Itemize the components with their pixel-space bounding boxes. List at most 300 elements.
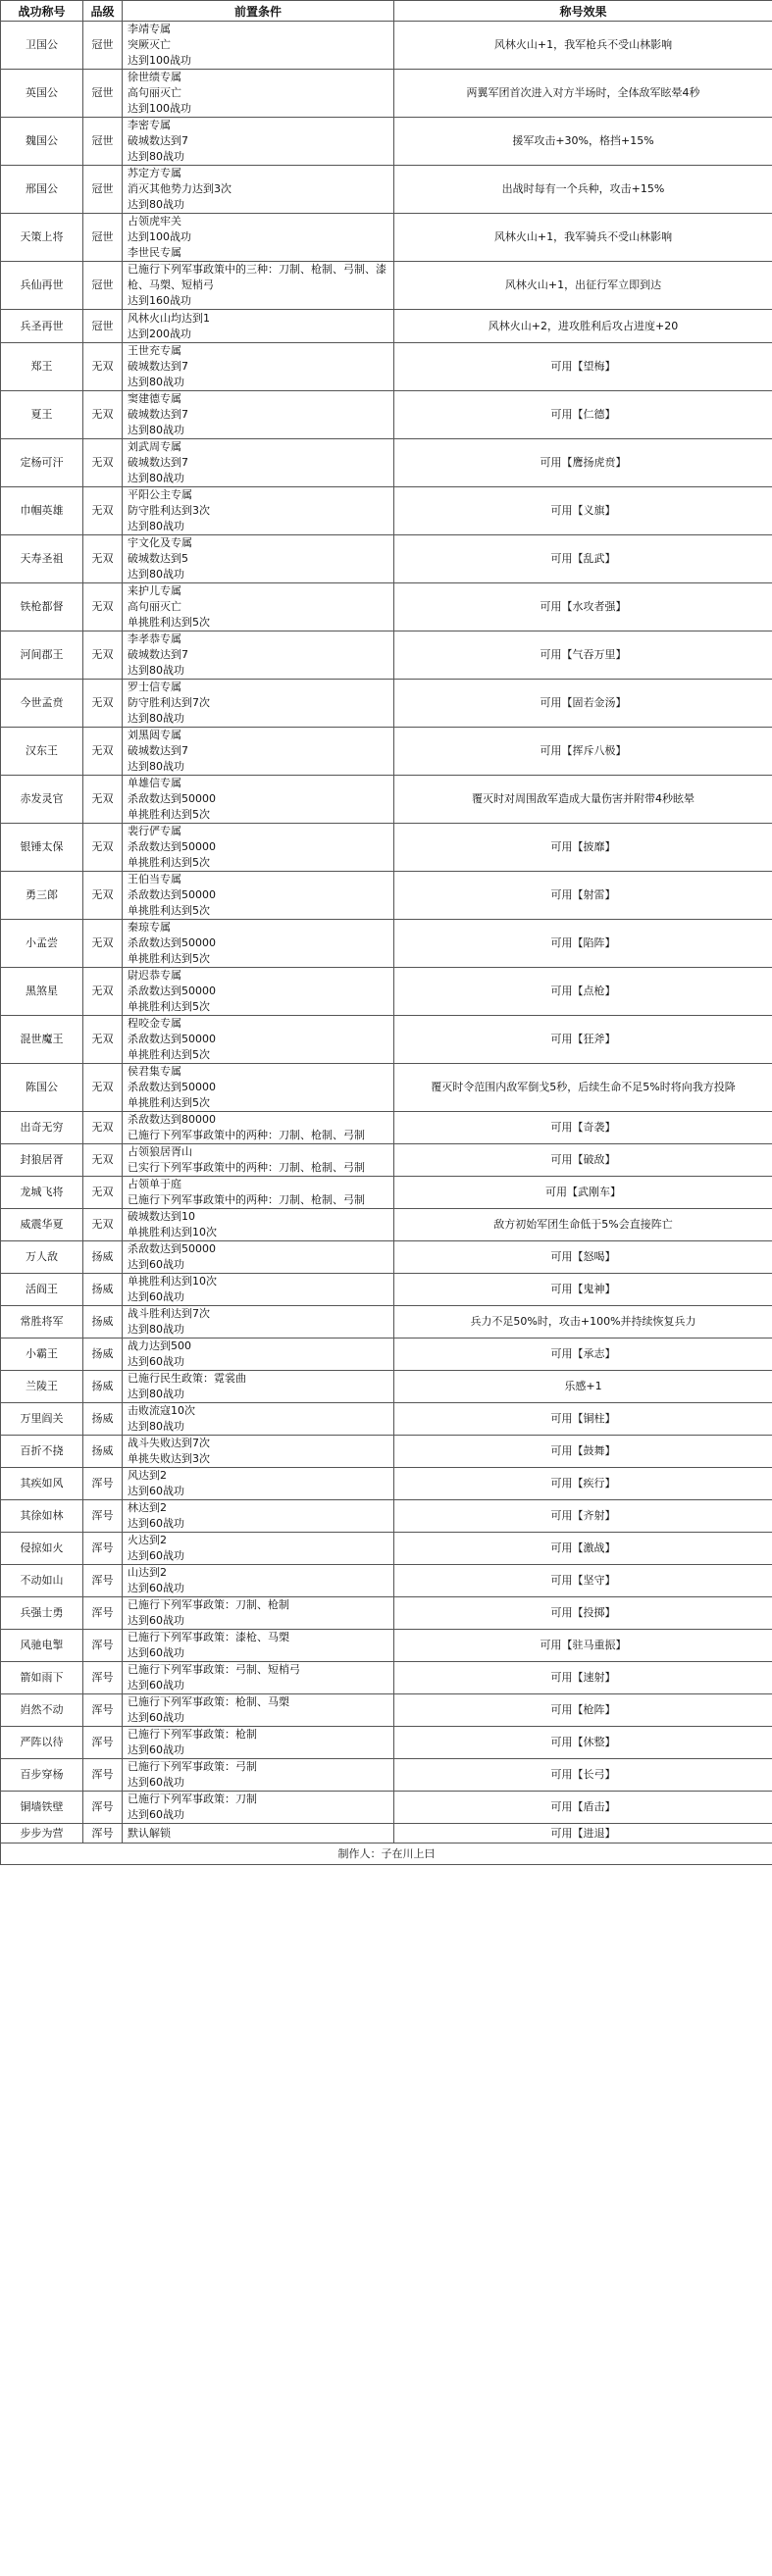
table-row	[1, 583, 772, 631]
table-row	[1, 1597, 772, 1630]
effect-cell: 兵力不足50%时，攻击+100%并持续恢复兵力	[394, 1306, 772, 1339]
title-cell: 其徐如林	[1, 1500, 83, 1533]
table-row	[1, 343, 772, 391]
condition-line: 达到60战功	[128, 1614, 184, 1627]
effect-cell: 可用【披靡】	[394, 824, 772, 872]
title-cell: 魏国公	[1, 118, 83, 166]
effect-cell: 风林火山+1，我军枪兵不受山林影响	[394, 22, 772, 70]
effect-cell: 风林火山+2，进攻胜利后攻占进度+20	[394, 310, 772, 343]
condition-cell	[123, 1112, 394, 1144]
table-row	[1, 1759, 772, 1792]
condition-cell	[123, 310, 394, 343]
grade-cell: 扬威	[83, 1436, 123, 1468]
condition-line: 杀敌数达到50000	[128, 985, 216, 997]
title-cell: 岿然不动	[1, 1694, 83, 1727]
condition-cell	[123, 535, 394, 583]
condition-cell	[123, 1759, 394, 1792]
condition-line: 已施行下列军事政策：漆枪、马槊	[128, 1631, 289, 1643]
condition-cell	[123, 1792, 394, 1824]
table-row	[1, 631, 772, 680]
condition-line: 已施行下列军事政策：枪制	[128, 1728, 257, 1741]
condition-line: 达到100战功	[128, 54, 191, 67]
effect-cell: 可用【投掷】	[394, 1597, 772, 1630]
condition-line: 已施行下列军事政策：刀制、枪制	[128, 1598, 289, 1611]
condition-line: 已施行下列军事政策中的两种：刀制、枪制、弓制	[128, 1193, 365, 1206]
title-cell: 英国公	[1, 70, 83, 118]
condition-cell	[123, 1824, 394, 1844]
grade-cell: 冠世	[83, 310, 123, 343]
grade-cell: 无双	[83, 872, 123, 920]
title-cell: 百折不挠	[1, 1436, 83, 1468]
condition-line: 破城数达到7	[128, 456, 188, 469]
grade-cell: 浑号	[83, 1759, 123, 1792]
condition-cell	[123, 1565, 394, 1597]
table-row	[1, 1209, 772, 1241]
condition-cell	[123, 1500, 394, 1533]
condition-cell	[123, 728, 394, 776]
condition-cell	[123, 583, 394, 631]
condition-cell	[123, 391, 394, 439]
condition-line: 默认解锁	[128, 1826, 171, 1840]
condition-line: 程咬金专属	[128, 1017, 181, 1030]
title-cell: 其疾如风	[1, 1468, 83, 1500]
effect-cell: 可用【奇袭】	[394, 1112, 772, 1144]
condition-cell	[123, 343, 394, 391]
condition-line: 高句丽灭亡	[128, 600, 181, 613]
condition-line: 达到60战功	[128, 1646, 184, 1659]
condition-cell	[123, 214, 394, 262]
effect-cell: 可用【盾击】	[394, 1792, 772, 1824]
grade-cell: 冠世	[83, 118, 123, 166]
condition-line: 达到80战功	[128, 198, 184, 211]
title-cell: 巾帼英雄	[1, 487, 83, 535]
condition-cell	[123, 776, 394, 824]
effect-cell: 可用【射雷】	[394, 872, 772, 920]
grade-cell: 无双	[83, 391, 123, 439]
condition-line: 达到60战功	[128, 1290, 184, 1303]
grade-cell: 无双	[83, 535, 123, 583]
table-row	[1, 1500, 772, 1533]
effect-cell: 可用【铜柱】	[394, 1403, 772, 1436]
grade-cell: 扬威	[83, 1241, 123, 1274]
grade-cell: 扬威	[83, 1403, 123, 1436]
title-cell: 天策上将	[1, 214, 83, 262]
table-row	[1, 1792, 772, 1824]
grade-cell: 无双	[83, 1144, 123, 1177]
effect-cell: 可用【破敌】	[394, 1144, 772, 1177]
table-row	[1, 1694, 772, 1727]
condition-line: 达到60战功	[128, 1711, 184, 1724]
condition-cell	[123, 968, 394, 1016]
condition-line: 刘黑闼专属	[128, 729, 181, 741]
table-body	[1, 22, 772, 1844]
grade-cell: 无双	[83, 1209, 123, 1241]
title-cell: 邢国公	[1, 166, 83, 214]
condition-line: 杀敌数达到50000	[128, 1033, 216, 1045]
effect-cell: 出战时每有一个兵种，攻击+15%	[394, 166, 772, 214]
condition-line: 杀敌数达到50000	[128, 792, 216, 805]
grade-cell: 扬威	[83, 1306, 123, 1339]
condition-line: 徐世绩专属	[128, 71, 181, 83]
condition-line: 达到60战功	[128, 1549, 184, 1562]
condition-cell	[123, 1533, 394, 1565]
condition-line: 破城数达到7	[128, 744, 188, 757]
condition-cell	[123, 1727, 394, 1759]
condition-cell	[123, 1403, 394, 1436]
grade-cell: 冠世	[83, 166, 123, 214]
grade-cell: 浑号	[83, 1727, 123, 1759]
effect-cell: 可用【承志】	[394, 1339, 772, 1371]
title-cell: 箭如雨下	[1, 1662, 83, 1694]
effect-cell: 可用【挥斥八极】	[394, 728, 772, 776]
title-cell: 铁枪都督	[1, 583, 83, 631]
table-row	[1, 1306, 772, 1339]
title-cell: 河间郡王	[1, 631, 83, 680]
condition-line: 占领狼居胥山	[128, 1145, 192, 1158]
condition-line: 消灭其他势力达到3次	[128, 182, 232, 195]
grade-cell: 无双	[83, 1064, 123, 1112]
table-row	[1, 439, 772, 487]
condition-cell	[123, 1468, 394, 1500]
effect-cell: 风林火山+1，我军骑兵不受山林影响	[394, 214, 772, 262]
condition-line: 达到80战功	[128, 472, 184, 484]
title-cell: 百步穿杨	[1, 1759, 83, 1792]
condition-line: 达到80战功	[128, 712, 184, 725]
condition-cell	[123, 1241, 394, 1274]
condition-line: 达到200战功	[128, 327, 191, 340]
table-row	[1, 1533, 772, 1565]
grade-cell: 冠世	[83, 22, 123, 70]
table-row	[1, 1727, 772, 1759]
effect-cell: 可用【水攻者强】	[394, 583, 772, 631]
effect-cell: 可用【仁德】	[394, 391, 772, 439]
grade-cell: 无双	[83, 776, 123, 824]
condition-line: 破城数达到7	[128, 408, 188, 421]
condition-cell	[123, 1597, 394, 1630]
table-row	[1, 214, 772, 262]
condition-line: 达到60战功	[128, 1808, 184, 1821]
effect-cell: 覆灭时对周围敌军造成大量伤害并附带4秒眩晕	[394, 776, 772, 824]
condition-line: 林达到2	[128, 1501, 167, 1514]
effect-cell: 可用【义旗】	[394, 487, 772, 535]
condition-line: 战斗胜利达到7次	[128, 1307, 210, 1320]
condition-line: 达到80战功	[128, 1388, 184, 1400]
condition-line: 王伯当专属	[128, 873, 181, 885]
table-row	[1, 1274, 772, 1306]
condition-line: 单挑胜利达到5次	[128, 1048, 210, 1061]
title-cell: 陈国公	[1, 1064, 83, 1112]
table-row	[1, 1824, 772, 1844]
condition-cell	[123, 631, 394, 680]
condition-line: 破城数达到5	[128, 552, 188, 565]
grade-cell: 无双	[83, 680, 123, 728]
condition-cell	[123, 262, 394, 310]
title-cell: 兰陵王	[1, 1371, 83, 1403]
condition-cell	[123, 22, 394, 70]
condition-line: 单挑胜利达到5次	[128, 616, 210, 629]
table-row	[1, 872, 772, 920]
table-row	[1, 166, 772, 214]
condition-line: 火达到2	[128, 1534, 167, 1546]
title-cell: 小霸王	[1, 1339, 83, 1371]
condition-line: 已施行民生政策：霓裳曲	[128, 1372, 246, 1385]
table-row	[1, 1468, 772, 1500]
title-cell: 勇三郎	[1, 872, 83, 920]
condition-cell	[123, 487, 394, 535]
title-cell: 兵仙再世	[1, 262, 83, 310]
title-cell: 风驰电掣	[1, 1630, 83, 1662]
effect-cell: 可用【激战】	[394, 1533, 772, 1565]
condition-cell	[123, 1662, 394, 1694]
table-row	[1, 920, 772, 968]
grade-cell: 无双	[83, 1112, 123, 1144]
condition-line: 已施行下列军事政策：枪制、马槊	[128, 1695, 289, 1708]
condition-line: 达到60战功	[128, 1743, 184, 1756]
effect-cell: 可用【鼓舞】	[394, 1436, 772, 1468]
condition-line: 单挑胜利达到5次	[128, 904, 210, 917]
effect-cell: 可用【速射】	[394, 1662, 772, 1694]
condition-line: 已施行下列军事政策：弓制	[128, 1760, 257, 1773]
grade-cell: 无双	[83, 824, 123, 872]
condition-line: 裴行俨专属	[128, 825, 181, 837]
condition-cell	[123, 439, 394, 487]
grade-cell: 无双	[83, 920, 123, 968]
effect-cell: 可用【长弓】	[394, 1759, 772, 1792]
condition-line: 杀敌数达到80000	[128, 1113, 216, 1126]
condition-line: 破城数达到7	[128, 360, 188, 373]
title-cell: 常胜将军	[1, 1306, 83, 1339]
condition-line: 已施行下列军事政策中的两种：刀制、枪制、弓制	[128, 1129, 365, 1141]
effect-cell: 可用【气吞万里】	[394, 631, 772, 680]
condition-line: 已施行下列军事政策：弓制、短梢弓	[128, 1663, 300, 1676]
condition-cell	[123, 1306, 394, 1339]
table-row	[1, 776, 772, 824]
condition-line: 单挑失败达到3次	[128, 1452, 210, 1465]
condition-line: 李孝恭专属	[128, 632, 181, 645]
effect-cell: 援军攻击+30%，格挡+15%	[394, 118, 772, 166]
grade-cell: 浑号	[83, 1533, 123, 1565]
condition-line: 高句丽灭亡	[128, 86, 181, 99]
table-row	[1, 487, 772, 535]
table-row	[1, 1662, 772, 1694]
condition-line: 李靖专属	[128, 23, 171, 35]
condition-line: 单挑胜利达到5次	[128, 856, 210, 869]
condition-line: 单挑胜利达到5次	[128, 808, 210, 821]
condition-line: 苏定方专属	[128, 167, 181, 179]
title-cell: 严阵以待	[1, 1727, 83, 1759]
grade-cell: 浑号	[83, 1630, 123, 1662]
title-cell: 封狼居胥	[1, 1144, 83, 1177]
title-cell: 定杨可汗	[1, 439, 83, 487]
effect-cell: 风林火山+1，出征行军立即到达	[394, 262, 772, 310]
grade-cell: 浑号	[83, 1824, 123, 1844]
condition-cell	[123, 1630, 394, 1662]
condition-cell	[123, 1436, 394, 1468]
table-row	[1, 1339, 772, 1371]
footer-credit: 制作人：子在川上曰	[1, 1844, 772, 1865]
condition-line: 侯君集专属	[128, 1065, 181, 1078]
title-cell: 黑煞星	[1, 968, 83, 1016]
grade-cell: 浑号	[83, 1468, 123, 1500]
condition-cell	[123, 1144, 394, 1177]
condition-line: 李密专属	[128, 119, 171, 131]
title-cell: 万里阎关	[1, 1403, 83, 1436]
title-cell: 侵掠如火	[1, 1533, 83, 1565]
table-row	[1, 824, 772, 872]
condition-cell	[123, 680, 394, 728]
condition-cell	[123, 872, 394, 920]
grade-cell: 扬威	[83, 1371, 123, 1403]
effect-cell: 可用【乱武】	[394, 535, 772, 583]
title-cell: 今世孟贲	[1, 680, 83, 728]
grade-cell: 无双	[83, 583, 123, 631]
grade-cell: 无双	[83, 439, 123, 487]
table-row	[1, 535, 772, 583]
title-cell: 汉东王	[1, 728, 83, 776]
condition-line: 已施行下列军事政策：刀制	[128, 1793, 257, 1805]
condition-cell	[123, 1694, 394, 1727]
title-cell: 郑王	[1, 343, 83, 391]
effect-cell: 可用【进退】	[394, 1824, 772, 1844]
grade-cell: 浑号	[83, 1597, 123, 1630]
grade-cell: 扬威	[83, 1339, 123, 1371]
condition-line: 占领单于庭	[128, 1178, 181, 1190]
condition-line: 单挑胜利达到5次	[128, 1096, 210, 1109]
table-row	[1, 1436, 772, 1468]
table-row	[1, 1064, 772, 1112]
condition-line: 防守胜利达到3次	[128, 504, 210, 517]
effect-cell: 可用【怒喝】	[394, 1241, 772, 1274]
condition-line: 单挑胜利达到5次	[128, 1000, 210, 1013]
title-cell: 步步为营	[1, 1824, 83, 1844]
effect-cell: 可用【坚守】	[394, 1565, 772, 1597]
effect-cell: 覆灭时令范围内敌军倒戈5秒，后续生命不足5%时将向我方投降	[394, 1064, 772, 1112]
condition-line: 达到60战功	[128, 1679, 184, 1692]
grade-cell: 无双	[83, 1177, 123, 1209]
condition-line: 杀敌数达到50000	[128, 1242, 216, 1255]
effect-cell: 乐感+1	[394, 1371, 772, 1403]
condition-line: 风达到2	[128, 1469, 167, 1482]
effect-cell: 敌方初始军团生命低于5%会直接阵亡	[394, 1209, 772, 1241]
table-row	[1, 968, 772, 1016]
table-row	[1, 1112, 772, 1144]
effect-cell: 可用【驻马重振】	[394, 1630, 772, 1662]
condition-line: 达到80战功	[128, 760, 184, 773]
condition-line: 达到60战功	[128, 1776, 184, 1789]
condition-line: 已施行下列军事政策中的三种：刀制、枪制、弓制、漆	[128, 263, 386, 276]
grade-cell: 浑号	[83, 1694, 123, 1727]
condition-cell	[123, 1064, 394, 1112]
effect-cell: 可用【陷阵】	[394, 920, 772, 968]
condition-line: 击败流寇10次	[128, 1404, 195, 1417]
condition-line: 达到80战功	[128, 568, 184, 581]
condition-line: 达到80战功	[128, 1323, 184, 1336]
table-row	[1, 1565, 772, 1597]
condition-line: 杀敌数达到50000	[128, 888, 216, 901]
table-header	[1, 1, 772, 22]
table-row	[1, 1371, 772, 1403]
condition-cell	[123, 1177, 394, 1209]
condition-line: 罗士信专属	[128, 681, 181, 693]
title-cell: 卫国公	[1, 22, 83, 70]
grade-cell: 无双	[83, 968, 123, 1016]
table-row	[1, 1177, 772, 1209]
table-row	[1, 1016, 772, 1064]
effect-cell: 可用【齐射】	[394, 1500, 772, 1533]
grade-cell: 浑号	[83, 1500, 123, 1533]
effect-cell: 可用【鹰扬虎贲】	[394, 439, 772, 487]
table-row	[1, 1144, 772, 1177]
table-row	[1, 310, 772, 343]
condition-line: 达到60战功	[128, 1517, 184, 1530]
title-cell: 兵圣再世	[1, 310, 83, 343]
grade-cell: 扬威	[83, 1274, 123, 1306]
grade-cell: 浑号	[83, 1662, 123, 1694]
condition-line: 战力达到500	[128, 1339, 191, 1352]
effect-cell: 可用【枪阵】	[394, 1694, 772, 1727]
condition-line: 达到60战功	[128, 1485, 184, 1497]
table-row	[1, 118, 772, 166]
table-row	[1, 1241, 772, 1274]
condition-line: 达到80战功	[128, 150, 184, 163]
effect-cell: 可用【鬼神】	[394, 1274, 772, 1306]
grade-cell: 冠世	[83, 70, 123, 118]
condition-line: 防守胜利达到7次	[128, 696, 210, 709]
condition-line: 达到60战功	[128, 1258, 184, 1271]
condition-line: 秦琼专属	[128, 921, 171, 934]
condition-line: 风林火山均达到1	[128, 311, 210, 325]
condition-line: 单挑胜利达到5次	[128, 952, 210, 965]
condition-cell	[123, 1339, 394, 1371]
title-cell: 铜墙铁壁	[1, 1792, 83, 1824]
condition-line: 达到160战功	[128, 294, 191, 307]
title-cell: 威震华夏	[1, 1209, 83, 1241]
condition-line: 达到80战功	[128, 520, 184, 532]
condition-cell	[123, 70, 394, 118]
condition-line: 窦建德专属	[128, 392, 181, 405]
table-row	[1, 262, 772, 310]
title-cell: 赤发灵官	[1, 776, 83, 824]
effect-cell: 可用【休整】	[394, 1727, 772, 1759]
condition-line: 达到80战功	[128, 424, 184, 436]
title-cell: 龙城飞将	[1, 1177, 83, 1209]
condition-line: 破城数达到7	[128, 134, 188, 147]
title-cell: 混世魔王	[1, 1016, 83, 1064]
effect-cell: 可用【点枪】	[394, 968, 772, 1016]
header-grade: 品级	[83, 1, 123, 22]
condition-line: 达到100战功	[128, 102, 191, 115]
condition-cell	[123, 118, 394, 166]
condition-line: 已实行下列军事政策中的两种：刀制、枪制、弓制	[128, 1161, 365, 1174]
condition-cell	[123, 1371, 394, 1403]
condition-cell	[123, 166, 394, 214]
condition-cell	[123, 920, 394, 968]
table-row	[1, 1403, 772, 1436]
title-cell: 不动如山	[1, 1565, 83, 1597]
condition-cell	[123, 1274, 394, 1306]
condition-line: 王世充专属	[128, 344, 181, 357]
condition-line: 李世民专属	[128, 246, 181, 259]
condition-line: 战斗失败达到7次	[128, 1437, 210, 1449]
grade-cell: 冠世	[83, 262, 123, 310]
table-row	[1, 728, 772, 776]
table-row	[1, 22, 772, 70]
title-cell: 小孟尝	[1, 920, 83, 968]
grade-cell: 无双	[83, 728, 123, 776]
effect-cell: 可用【望梅】	[394, 343, 772, 391]
condition-cell	[123, 824, 394, 872]
header-condition: 前置条件	[123, 1, 394, 22]
